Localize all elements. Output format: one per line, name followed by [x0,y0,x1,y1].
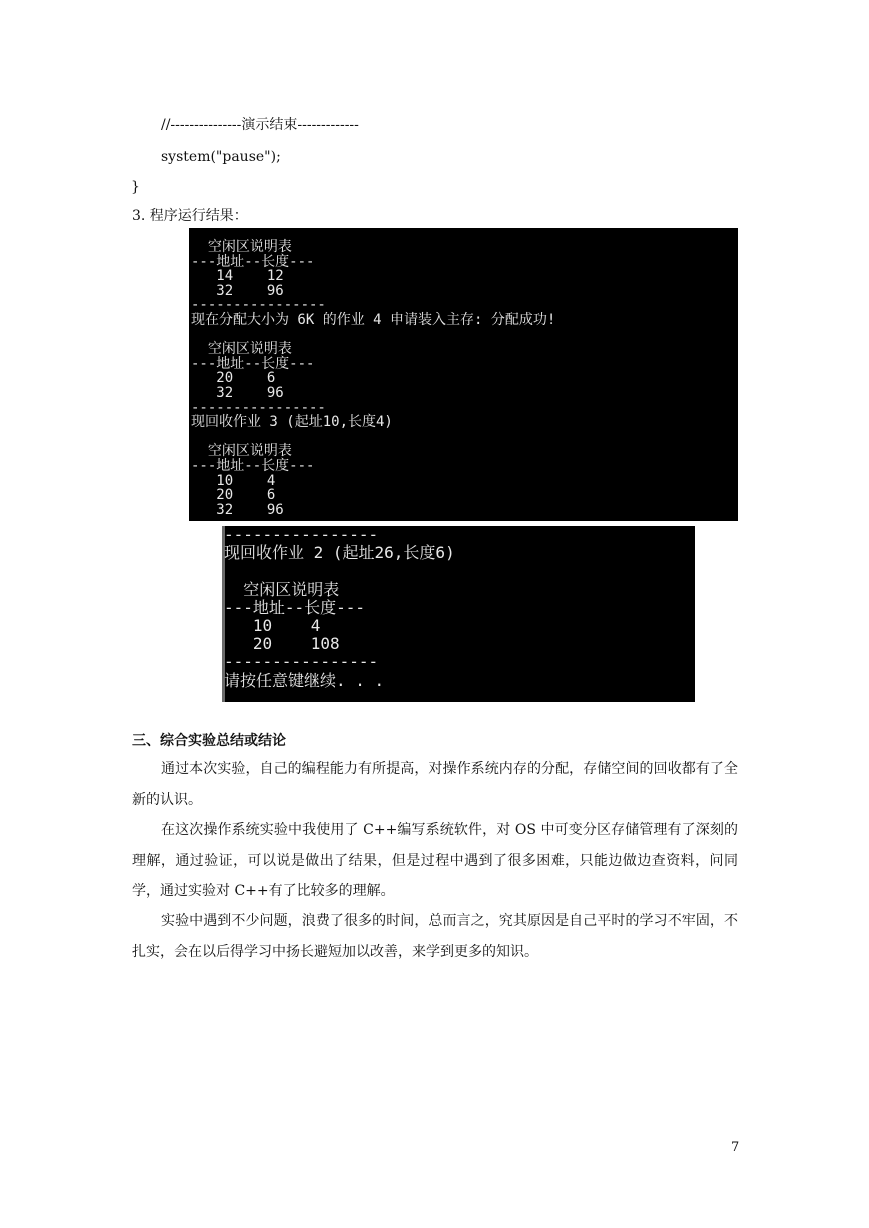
summary-paragraph-3: 实验中遇到不少问题，浪费了很多的时间，总而言之，究其原因是自己平时的学习不牢固，不扎实，会在以后得学习中扬长避短加以改善，来学到更多的知识。 [132,913,738,960]
summary-paragraph-1: 通过本次实验，自己的编程能力有所提高，对操作系统内存的分配，存储空间的回收都有了全新的认识。 [132,761,738,808]
console-screenshot-2 [222,526,695,702]
console-line: 20 6 [191,370,276,387]
console-line: 10 4 [191,472,276,489]
console-line: ---------------- [224,652,379,672]
console-line: ---地址--长度--- [191,355,315,372]
console-line: 请按任意键继续. . . [224,670,385,690]
console-line: ---地址--长度--- [224,597,366,617]
console-line: ---地址--长度--- [191,253,315,270]
console-line: 32 96 [191,282,284,299]
console-line: 10 4 [224,616,321,635]
console-screenshot-1 [189,228,738,521]
console-line: 20 108 [224,634,340,654]
console-line: 空闲区说明表 [191,443,292,460]
section-3-label: 3. 程序运行结果： [132,208,248,224]
code-line-system-pause: system("pause"); [161,149,281,165]
console-line: 空闲区说明表 [224,579,340,599]
code-line-closing-brace: } [131,179,140,195]
console-line: 20 6 [191,487,276,504]
page-number: 7 [731,1140,740,1155]
console-line: 14 12 [191,268,284,285]
section-heading-summary: 三、综合实验总结或结论 [132,733,286,749]
console-line: 现回收作业 2 (起址26,长度6) [224,543,455,563]
summary-paragraph-2: 在这次操作系统实验中我使用了 C++编写系统软件，对 OS 中可变分区存储管理有了深刻的理解，通过验证，可以说是做出了结果，但是过程中遇到了很多困难，只能边做边查资料，问同学，通过实验对 C++有了比较多的理解。 [132,822,738,899]
console-line: ---------------- [191,297,326,314]
console-line: 现回收作业 3 (起址10,长度4) [191,414,393,431]
console-line: ---------------- [191,399,326,416]
console-line: 32 96 [191,385,284,401]
console-line: ---------------- [224,526,379,544]
console-line: 空闲区说明表 [191,239,292,255]
console-line: 32 96 [191,501,284,518]
console-line: 现在分配大小为 6K 的作业 4 申请装入主存: 分配成功! [191,312,556,328]
console-line: ---地址--长度--- [191,458,315,474]
code-line-demo-end: //---------------演示结束------------- [161,117,359,133]
console-line: 空闲区说明表 [191,341,292,358]
